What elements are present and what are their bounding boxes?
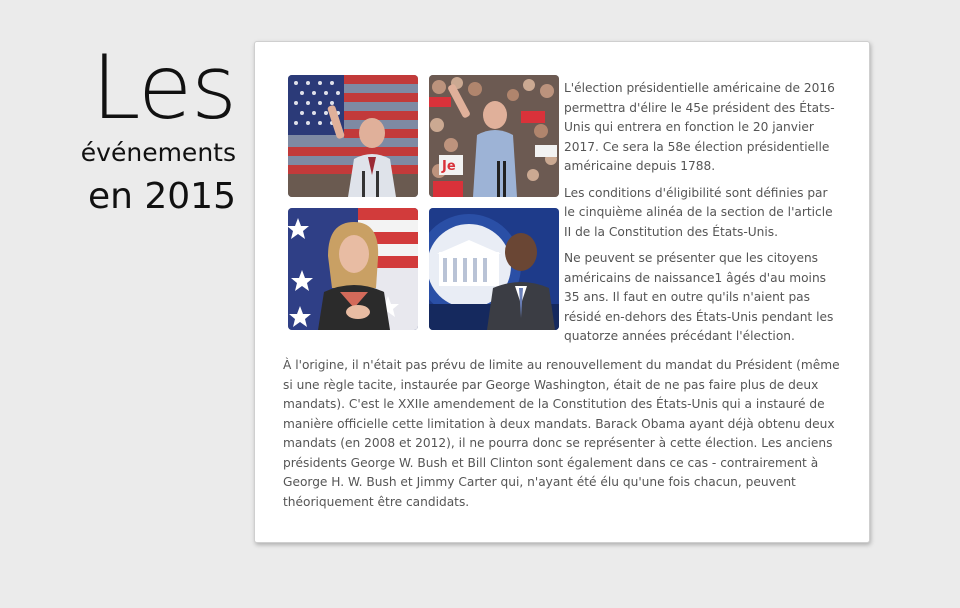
candidate-rally-photo-icon: [429, 75, 559, 197]
candidate-photo-flag-icon: [288, 75, 418, 197]
paragraph-term-limits: À l'origine, il n'était pas prévu de limite au renouvellement du mandat du Président (même si une règle tacite, instaurée par George Washington, était de ne pas faire plus de deux mandats). C'est le XXIIe amendement de la Constitution des États-Unis qui a instauré de manière officielle cette limitation à deux mandats. Barack Obama ayant déjà obtenu deux mandats (en 2008 et 2012), il ne pourra donc se représenter à cette élection. Les anciens présidents George W. Bush et Bill Clinton sont également dans ce cas - contrairement à George H. W. Bush et Jimmy Carter qui, n'ayant été élu qu'une fois chacun, peuvent théoriquement être candidats.: [283, 358, 840, 509]
paragraph-election-2016: L'élection présidentielle américaine de 2016 permettra d'élire le 45e président des États-Unis qui entrera en fonction le 20 janvier 2017. Ce sera la 58e élection présidentielle américaine depuis 1788.: [564, 81, 835, 173]
paragraph-conditions: Ne peuvent se présenter que les citoyens américains de naissance1 âgés d'au moins 35 ans. Il faut en outre qu'ils n'aient pas résidé en-dehors des États-Unis pendant les quatorze années précédant l'élection.: [564, 251, 834, 343]
heading-les: Les: [91, 36, 236, 139]
candidate-photo-stars-icon: [288, 208, 418, 330]
heading-evenements: événements: [80, 138, 236, 167]
intro-text: [564, 79, 842, 354]
photo-grid: [288, 75, 560, 331]
heading-year: en 2015: [87, 176, 236, 217]
paragraph-eligibility: Les conditions d'éligibilité sont définies par le cinquième alinéa de la section de l'article II de la Constitution des États-Unis.: [564, 185, 833, 239]
svg-text:Je: Je: [442, 159, 456, 174]
president-podium-photo-icon: [429, 208, 559, 330]
article-card: [254, 41, 870, 543]
page-heading: [81, 38, 236, 220]
